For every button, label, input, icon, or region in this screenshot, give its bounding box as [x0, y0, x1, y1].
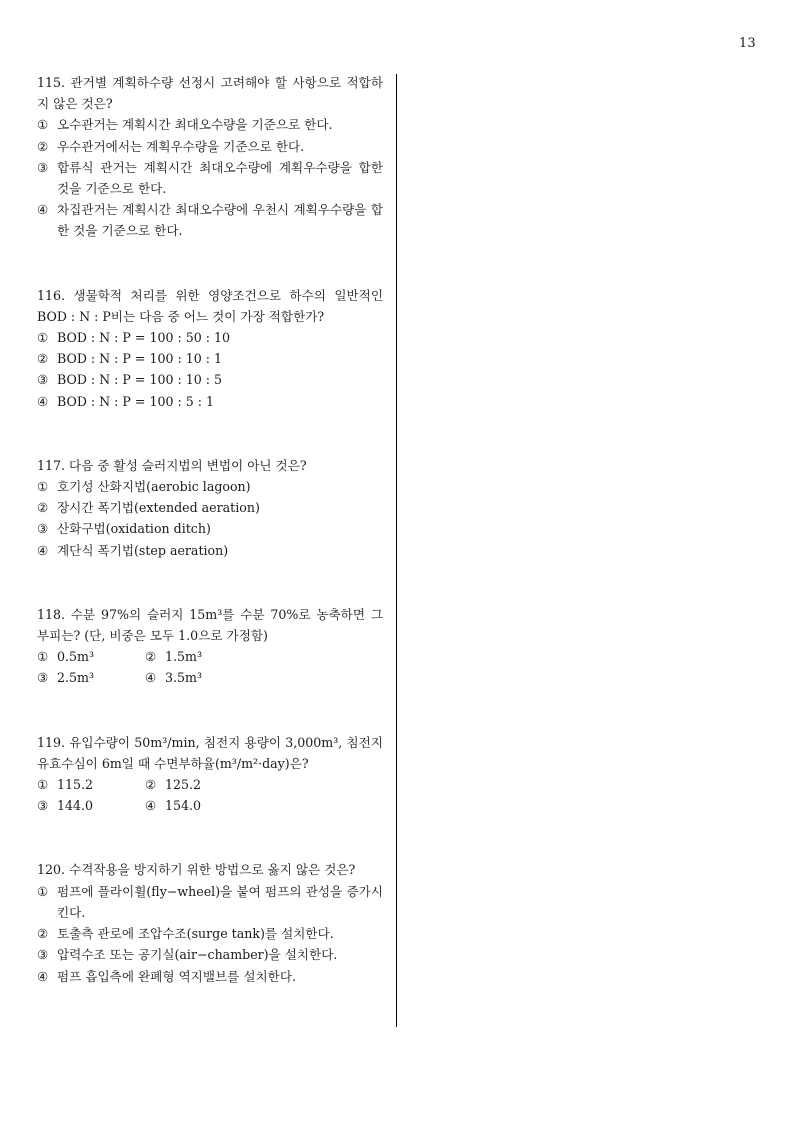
- option-number: ②: [37, 500, 49, 516]
- option[interactable]: [37, 944, 383, 965]
- option[interactable]: [37, 476, 383, 497]
- option-number: ①: [37, 330, 49, 346]
- question-115: [37, 72, 383, 242]
- option-row: [37, 646, 383, 667]
- question-119: [37, 732, 383, 817]
- option-text: 펌프에 플라이휠(fly−wheel)을 붙여 펌프의 관성을 증가시킨다.: [57, 883, 383, 920]
- question-116: [37, 285, 383, 412]
- option-text: 호기성 산화지법(aerobic lagoon): [57, 479, 251, 495]
- option-number: ④: [37, 542, 49, 558]
- option[interactable]: [37, 795, 145, 816]
- option[interactable]: [37, 881, 383, 923]
- option[interactable]: [145, 646, 253, 667]
- option-number: ①: [37, 649, 49, 665]
- option-text: BOD : N : P = 100 : 10 : 5: [57, 372, 223, 388]
- option-text: 3.5m³: [165, 670, 203, 686]
- option[interactable]: [37, 923, 383, 944]
- option-number: ②: [37, 351, 49, 367]
- option-number: ④: [37, 393, 49, 409]
- option-text: 154.0: [165, 798, 202, 814]
- option-number: ①: [37, 479, 49, 495]
- option-text: BOD : N : P = 100 : 10 : 1: [57, 351, 223, 367]
- question-117: [37, 455, 383, 561]
- option-number: ②: [145, 649, 157, 665]
- option-number: ①: [37, 117, 49, 133]
- option-number: ②: [37, 138, 49, 154]
- option-text: 토출측 관로에 조압수조(surge tank)를 설치한다.: [57, 926, 334, 942]
- option-text: 장시간 폭기법(extended aeration): [57, 500, 260, 516]
- question-stem: 120. 수격작용을 방지하기 위한 방법으로 옳지 않은 것은?: [37, 862, 356, 878]
- option[interactable]: [37, 369, 383, 390]
- option-number: ③: [37, 159, 49, 175]
- question-120: [37, 859, 383, 986]
- option-text: 115.2: [57, 777, 94, 793]
- option-number: ④: [37, 202, 49, 218]
- option[interactable]: [37, 540, 383, 561]
- question-stem: 118. 수분 97%의 슬러지 15m³를 수분 70%로 농축하면 그 부피는? (단, 비중은 모두 1.0으로 가정함): [37, 606, 383, 644]
- option-text: 펌프 흡입측에 완폐형 역지밸브를 설치한다.: [57, 968, 296, 984]
- option[interactable]: [37, 136, 383, 157]
- option-text: 125.2: [165, 777, 202, 793]
- option[interactable]: [145, 795, 253, 816]
- question-stem: 116. 생물학적 처리를 위한 영양조건으로 하수의 일반적인 BOD : N : P비는 다음 중 어느 것이 가장 적합한가?: [37, 287, 383, 324]
- option-number: ④: [145, 670, 157, 686]
- option-number: ④: [37, 968, 49, 984]
- option-number: ②: [37, 926, 49, 942]
- question-stem: 119. 유입수량이 50m³/min, 침전지 용량이 3,000m³, 침전지 유효수심이 6m일 때 수면부하율(m³/m²·day)은?: [37, 734, 383, 771]
- option[interactable]: [145, 667, 253, 688]
- option[interactable]: [37, 199, 383, 241]
- option[interactable]: [37, 327, 383, 348]
- option[interactable]: [37, 646, 145, 667]
- option-text: 압력수조 또는 공기실(air−chamber)을 설치한다.: [57, 947, 338, 963]
- option-text: 2.5m³: [57, 670, 95, 686]
- option-row: [37, 667, 383, 688]
- option-number: ③: [37, 521, 49, 537]
- option-text: 0.5m³: [57, 649, 95, 665]
- column-divider: [396, 74, 397, 1027]
- option-number: ②: [145, 777, 157, 793]
- option-number: ③: [37, 670, 49, 686]
- option[interactable]: [37, 157, 383, 199]
- question-stem: 115. 관거별 계획하수량 선정시 고려해야 할 사항으로 적합하지 않은 것은?: [37, 75, 383, 112]
- question-column: [37, 72, 383, 987]
- option-number: ①: [37, 777, 49, 793]
- option-text: 산화구법(oxidation ditch): [57, 521, 211, 537]
- option-text: 우수관거에서는 계획우수량을 기준으로 한다.: [57, 138, 305, 154]
- option[interactable]: [37, 667, 145, 688]
- option[interactable]: [37, 497, 383, 518]
- option[interactable]: [37, 774, 145, 795]
- option-number: ④: [145, 798, 157, 814]
- option-number: ③: [37, 947, 49, 963]
- option-text: BOD : N : P = 100 : 5 : 1: [57, 393, 215, 409]
- option-number: ①: [37, 883, 49, 899]
- option-row: [37, 795, 383, 816]
- question-118: [37, 604, 383, 689]
- option[interactable]: [37, 518, 383, 539]
- option-text: 오수관거는 계획시간 최대오수량을 기준으로 한다.: [57, 117, 333, 133]
- option-number: ③: [37, 798, 49, 814]
- option[interactable]: [37, 114, 383, 135]
- option[interactable]: [37, 966, 383, 987]
- option-text: 계단식 폭기법(step aeration): [57, 542, 229, 558]
- option[interactable]: [37, 348, 383, 369]
- option-number: ③: [37, 372, 49, 388]
- option-row: [37, 774, 383, 795]
- question-stem: 117. 다음 중 활성 슬러지법의 변법이 아닌 것은?: [37, 457, 307, 473]
- option-text: BOD : N : P = 100 : 50 : 10: [57, 330, 231, 346]
- option-text: 차집관거는 계획시간 최대오수량에 우천시 계획우수량을 합한 것을 기준으로 한다.: [57, 202, 383, 239]
- option-text: 144.0: [57, 798, 94, 814]
- option-text: 1.5m³: [165, 649, 203, 665]
- option[interactable]: [37, 391, 383, 412]
- page-number: 13: [738, 36, 756, 51]
- option-text: 합류식 관거는 계획시간 최대오수량에 계획우수량을 합한 것을 기준으로 한다.: [57, 159, 383, 197]
- option[interactable]: [145, 774, 253, 795]
